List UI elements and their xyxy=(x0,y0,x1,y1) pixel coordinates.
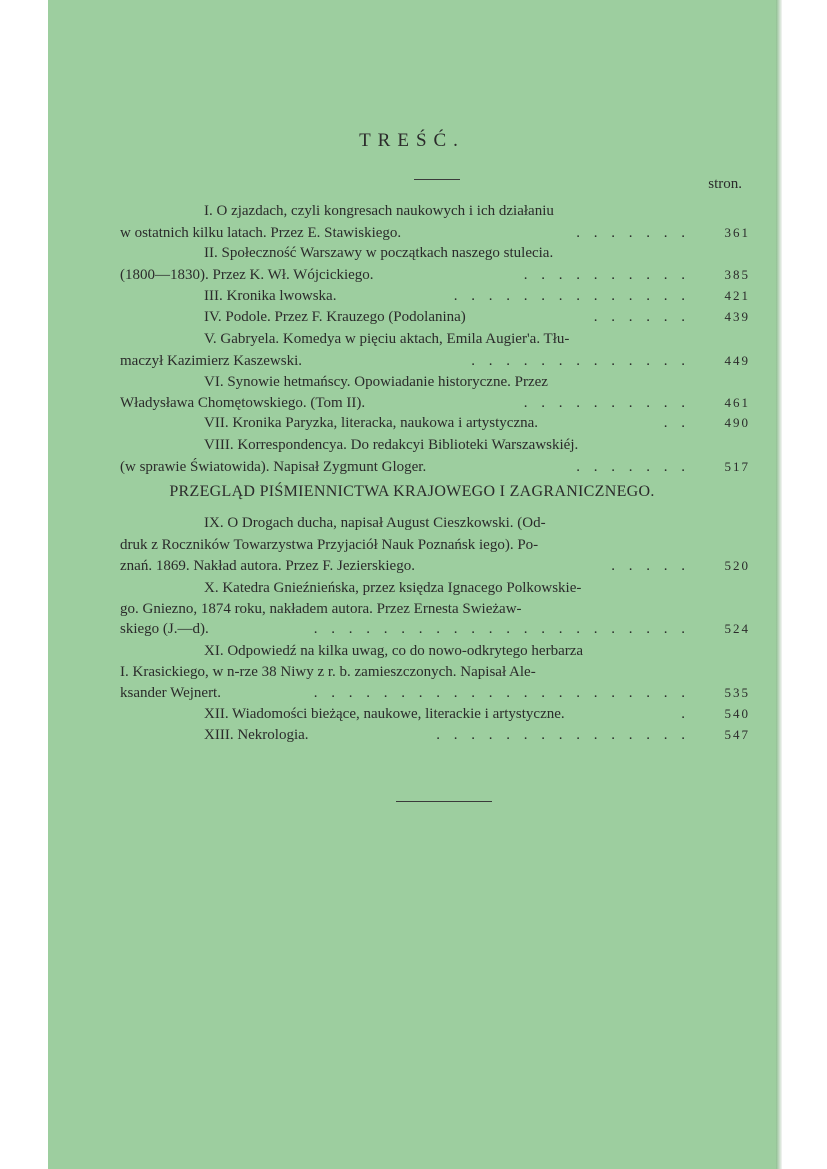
toc-line-text: III. Kronika lwowska. xyxy=(204,288,337,304)
toc-line xyxy=(120,684,750,702)
toc-line xyxy=(120,557,750,575)
closing-rule xyxy=(396,801,492,802)
toc-line-text: (1800—1830). Przez K. Wł. Wójcickiego. xyxy=(120,267,374,283)
toc-line-text: VII. Kronika Paryzka, literacka, naukowa i artystyczna. xyxy=(204,415,539,431)
leader-dots: . . . . . . . . . . . . . . . . . . . . . . xyxy=(313,621,690,637)
toc-line-text: Władysława Chomętowskiego. (Tom II). xyxy=(120,395,366,411)
toc-line-text: VI. Synowie hetmańscy. Opowiadanie historyczne. Przez xyxy=(204,374,548,390)
toc-line-text: IX. O Drogach ducha, napisał August Cieszkowski. (Od- xyxy=(204,515,546,531)
toc-line-text: II. Społeczność Warszawy w początkach naszego stulecia. xyxy=(204,245,554,261)
toc-line xyxy=(120,663,750,681)
leader-dots: . xyxy=(681,706,690,722)
toc-line xyxy=(120,579,750,597)
toc-line xyxy=(120,287,750,305)
toc-line xyxy=(120,414,750,432)
leader-dots: . . . . . . . . . . . . . . . . . . . . . . xyxy=(313,685,690,701)
leader-dots: . . . . . . . . . . xyxy=(523,267,690,283)
toc-line xyxy=(120,394,750,412)
toc-line xyxy=(120,436,750,454)
toc-line-text: VIII. Korrespondencya. Do redakcyi Biblioteki Warszawskiéj. xyxy=(204,437,579,453)
toc-page-number: 361 xyxy=(724,225,750,240)
leader-dots: . . . . . . . . . . xyxy=(523,395,690,411)
leader-dots: . . . . . . . . . . . . . . xyxy=(453,288,690,304)
toc-line xyxy=(120,514,750,532)
toc-line-text: V. Gabryela. Komedya w pięciu aktach, Emila Augier'a. Tłu- xyxy=(204,331,570,347)
toc-line-text: I. Krasickiego, w n-rze 38 Niwy z r. b. zamieszczonych. Napisał Ale- xyxy=(120,664,536,680)
toc-line xyxy=(120,726,750,744)
leader-dots: . . . . . . xyxy=(593,309,690,325)
toc-line xyxy=(120,620,750,638)
toc-page-number: 520 xyxy=(724,558,750,573)
toc-line-text: XIII. Nekrologia. xyxy=(204,727,309,743)
toc-page-number: 461 xyxy=(724,395,750,410)
toc-page-number: 540 xyxy=(724,706,750,721)
page-edge xyxy=(776,0,827,1169)
leader-dots: . . . . . xyxy=(611,558,690,574)
toc-line xyxy=(120,202,750,220)
leader-dots: . . . . . . . . . . . . . xyxy=(471,353,690,369)
toc-page-number: 535 xyxy=(724,685,750,700)
toc-line xyxy=(120,352,750,370)
toc-page-number: 547 xyxy=(724,727,750,742)
toc-line-text: XII. Wiadomości bieżące, naukowe, literackie i artystyczne. xyxy=(204,706,565,722)
section-heading: PRZEGLĄD PIŚMIENNICTWA KRAJOWEGO I ZAGRANICZNEGO. xyxy=(169,483,655,500)
toc-line-text: I. O zjazdach, czyli kongresach naukowych i ich działaniu xyxy=(204,203,554,219)
toc-line-text: IV. Podole. Przez F. Krauzego (Podolanina) xyxy=(204,309,466,325)
title-rule xyxy=(414,179,460,180)
toc-line-text: w ostatnich kilku latach. Przez E. Stawiskiego. xyxy=(120,225,402,241)
leader-dots: . . . . . . . xyxy=(576,225,690,241)
toc-line-text: maczył Kazimierz Kaszewski. xyxy=(120,353,302,369)
toc-line xyxy=(120,224,750,242)
toc-page-number: 421 xyxy=(724,288,750,303)
toc-line xyxy=(120,330,750,348)
toc-page-number: 490 xyxy=(724,415,750,430)
toc-line xyxy=(120,244,750,262)
toc-line xyxy=(120,266,750,284)
toc-line-text: znań. 1869. Nakład autora. Przez F. Jezierskiego. xyxy=(120,558,415,574)
toc-line-text: ksander Wejnert. xyxy=(120,685,221,701)
leader-dots: . . . . . . . . . . . . . . . xyxy=(436,727,690,743)
leader-dots: . . . . . . . xyxy=(576,459,690,475)
toc-line-text: go. Gniezno, 1874 roku, nakładem autora. Przez Ernesta Swieżaw- xyxy=(120,601,522,617)
toc-line xyxy=(120,308,750,326)
toc-line xyxy=(120,705,750,723)
toc-page-number: 449 xyxy=(724,353,750,368)
toc-line-text: (w sprawie Światowida). Napisał Zygmunt Gloger. xyxy=(120,459,427,475)
toc-page-number: 385 xyxy=(724,267,750,282)
toc-line xyxy=(120,458,750,476)
column-label: stron. xyxy=(708,176,742,192)
toc-page-number: 439 xyxy=(724,309,750,324)
toc-line xyxy=(120,373,750,391)
toc-line-text: XI. Odpowiedź na kilka uwag, co do nowo-odkrytego herbarza xyxy=(204,643,584,659)
toc-page-number: 517 xyxy=(724,459,750,474)
toc-line xyxy=(120,642,750,660)
toc-line-text: skiego (J.—d). xyxy=(120,621,209,637)
toc-page-number: 524 xyxy=(724,621,750,636)
toc-line xyxy=(120,600,750,618)
toc-line-text: X. Katedra Gnieźnieńska, przez księdza Ignacego Polkowskie- xyxy=(204,580,582,596)
leader-dots: . . xyxy=(663,415,690,431)
page-title: TREŚĆ. xyxy=(359,130,465,151)
toc-line-text: druk z Roczników Towarzystwa Przyjaciół Nauk Poznańsk iego). Po- xyxy=(120,537,539,553)
toc-line xyxy=(120,536,750,554)
